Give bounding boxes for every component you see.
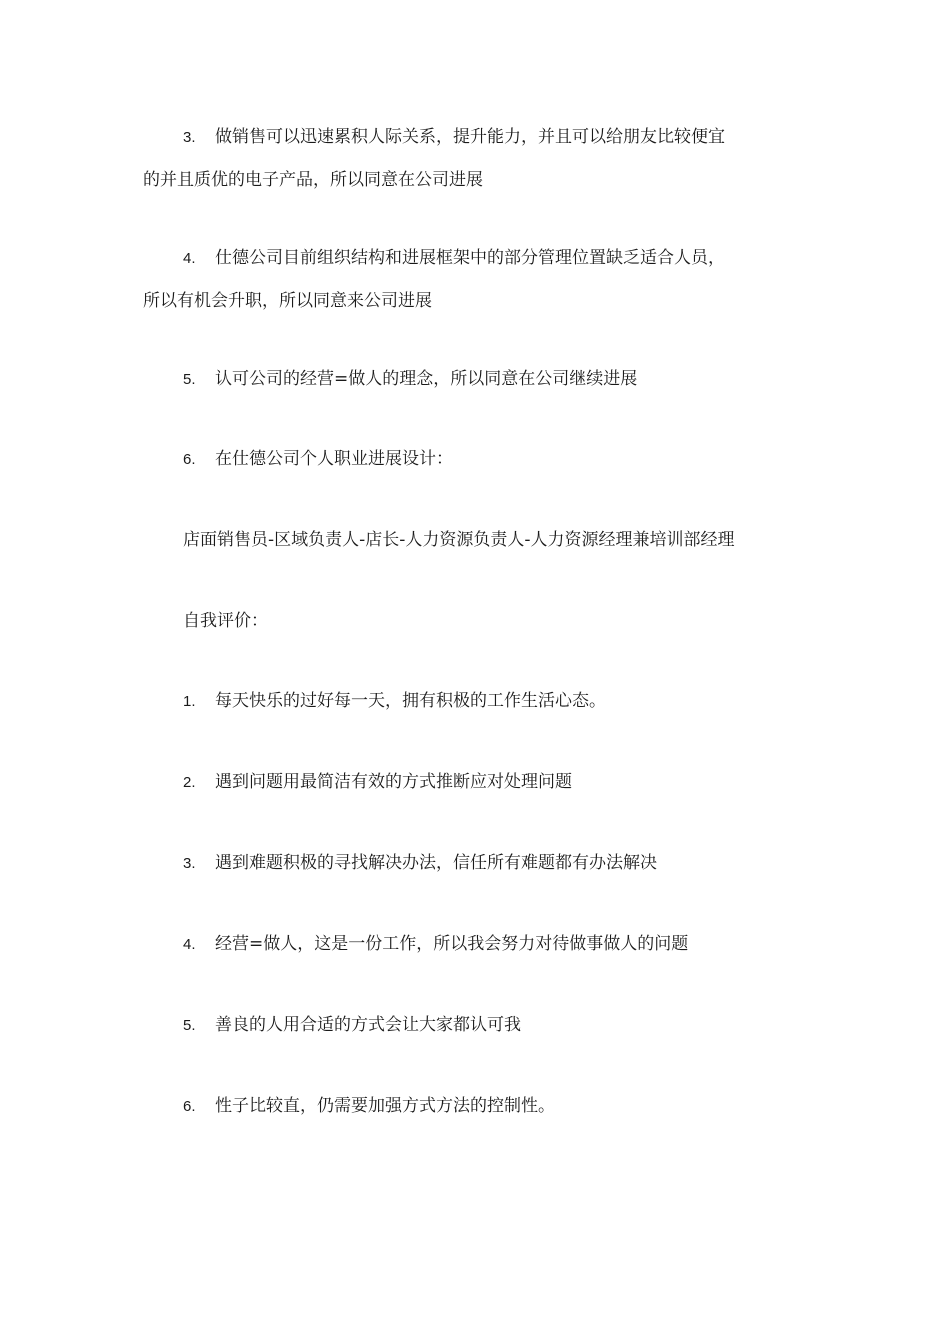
- list-number: 4.: [183, 936, 196, 953]
- list-text-continued: 的并且质优的电子产品，所以同意在公司进展: [143, 170, 483, 190]
- list-number: 4.: [183, 250, 196, 267]
- list-number: 1.: [183, 693, 196, 710]
- list-item: [143, 680, 808, 723]
- list-number: 3.: [183, 129, 196, 146]
- list-text: 遇到问题用最简洁有效的方式推断应对处理问题: [215, 772, 572, 792]
- list-number: 2.: [183, 774, 196, 791]
- list-item: [143, 438, 808, 481]
- list-text: 遇到难题积极的寻找解决办法，信任所有难题都有办法解决: [215, 853, 657, 873]
- list-number: 6.: [183, 1098, 196, 1115]
- list-text-continued: 所以有机会升职，所以同意来公司进展: [143, 291, 432, 311]
- list-item: [143, 1085, 808, 1128]
- list-item: [143, 237, 808, 322]
- list-number: 5.: [183, 1017, 196, 1034]
- list-text: 在仕德公司个人职业进展设计：: [215, 449, 453, 469]
- list-number: 5.: [183, 371, 196, 388]
- list-item: [143, 358, 808, 401]
- list-text: 每天快乐的过好每一天，拥有积极的工作生活心态。: [215, 691, 606, 711]
- list-item: [143, 923, 808, 966]
- list-item: [143, 116, 808, 201]
- list-text: 认可公司的经营=做人的理念，所以同意在公司继续进展: [215, 369, 638, 389]
- list-item: [143, 1004, 808, 1047]
- list-text: 善良的人用合适的方式会让大家都认可我: [215, 1015, 521, 1035]
- list-number: 6.: [183, 451, 196, 468]
- list-text: 性子比较直，仍需要加强方式方法的控制性。: [215, 1096, 555, 1116]
- list-number: 3.: [183, 855, 196, 872]
- list-text: 做销售可以迅速累积人际关系，提升能力，并且可以给朋友比较便宜: [215, 127, 725, 147]
- list-item: [143, 761, 808, 804]
- list-text: 经营=做人，这是一份工作，所以我会努力对待做事做人的问题: [215, 934, 689, 954]
- list-item: [143, 842, 808, 885]
- section-heading: 自我评价：: [183, 611, 268, 631]
- list-text: 仕德公司目前组织结构和进展框架中的部分管理位置缺乏适合人员，: [215, 248, 725, 268]
- career-path: 店面销售员-区域负责人-店长-人力资源负责人-人力资源经理兼培训部经理: [183, 530, 735, 550]
